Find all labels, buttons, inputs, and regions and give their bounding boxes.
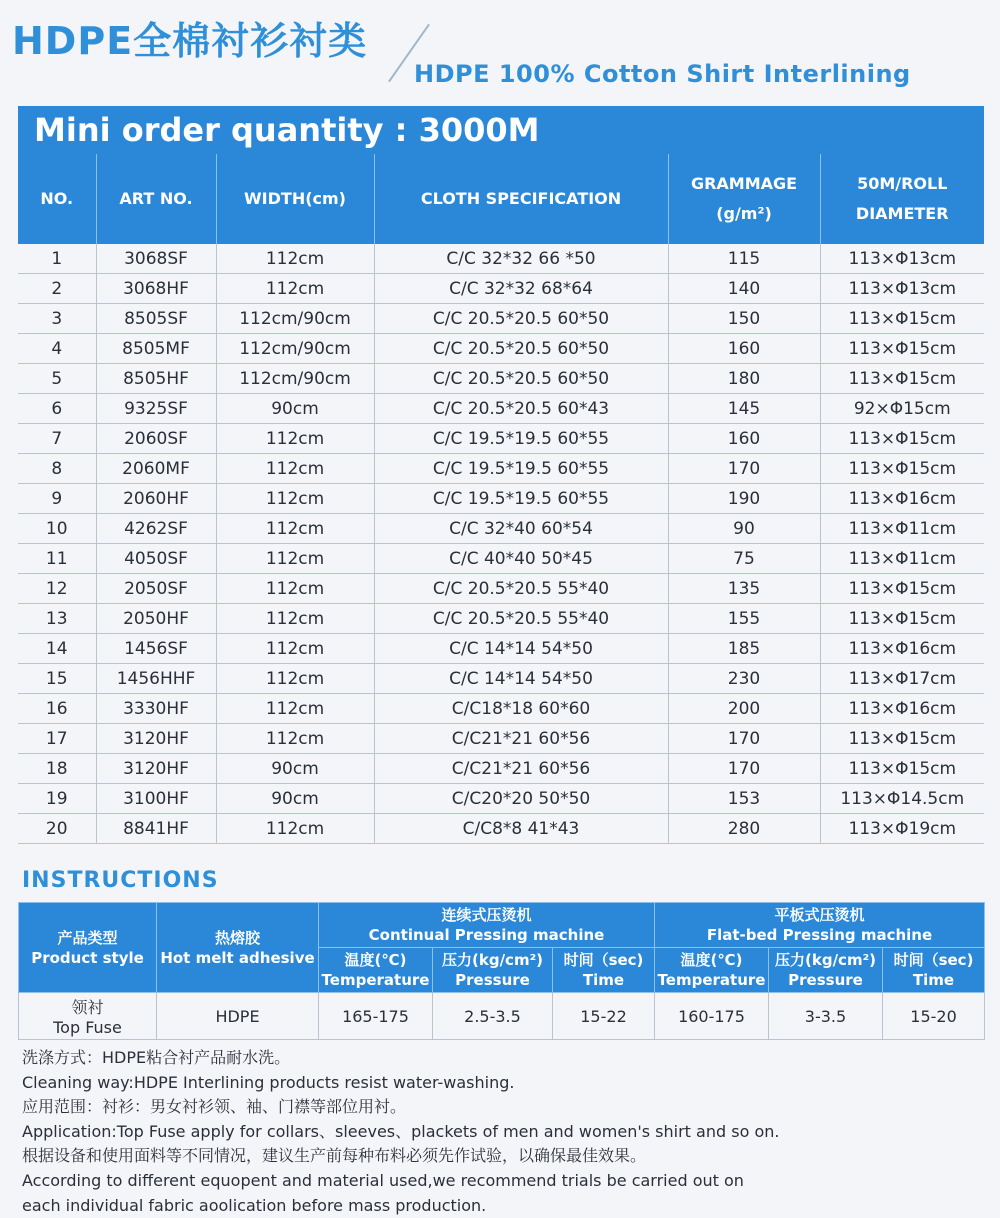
table-row <box>18 514 984 544</box>
page-title-english: HDPE 100% Cotton Shirt Interlining <box>414 60 911 88</box>
table-row <box>18 334 984 364</box>
roll-diameter-cell: 113×Φ11cm <box>820 514 984 544</box>
art-no-cell: 3120HF <box>96 754 216 784</box>
roll-diameter-cell: 113×Φ15cm <box>820 424 984 454</box>
table-row <box>18 364 984 394</box>
art-no-cell: 8505MF <box>96 334 216 364</box>
width-cell: 112cm <box>216 244 374 274</box>
art-no-cell: 1456SF <box>96 634 216 664</box>
grammage-cell: 75 <box>668 544 820 574</box>
table-row <box>18 604 984 634</box>
row-no-cell: 8 <box>18 454 96 484</box>
row-no-cell: 10 <box>18 514 96 544</box>
f-pressure-header <box>769 948 883 993</box>
row-no-cell: 5 <box>18 364 96 394</box>
art-no-cell: 3100HF <box>96 784 216 814</box>
cloth-spec-cell: C/C 20.5*20.5 60*50 <box>374 304 668 334</box>
flatbed-cn: 平板式压烫机 <box>774 906 865 924</box>
adhesive-cn: 热熔胶 <box>214 928 260 947</box>
width-cell: 112cm <box>216 814 374 844</box>
pressure-en: Pressure <box>788 971 863 989</box>
product-style-cn: 产品类型 <box>57 928 118 947</box>
note-line: 根据设备和使用面料等不同情况，建议生产前每种布料必须先作试验，以确保最佳效果。 <box>22 1146 647 1166</box>
row-no-cell: 7 <box>18 424 96 454</box>
note-line: 洗涤方式：HDPE粘合衬产品耐水洗。 <box>22 1048 291 1067</box>
table-row <box>18 454 984 484</box>
table-row <box>18 394 984 424</box>
grammage-cell: 170 <box>668 754 820 784</box>
cloth-spec-cell: C/C 14*14 54*50 <box>374 634 668 664</box>
art-no-cell: 2060SF <box>96 424 216 454</box>
grammage-cell: 135 <box>668 574 820 604</box>
f-temp-cell: 160-175 <box>655 993 769 1040</box>
grammage-cell: 160 <box>668 334 820 364</box>
roll-diameter-cell: 113×Φ15cm <box>820 724 984 754</box>
width-cell: 112cm <box>216 604 374 634</box>
col-header-width: WIDTH(cm) <box>216 154 374 244</box>
roll-diameter-cell: 113×Φ15cm <box>820 304 984 334</box>
spec-table-body <box>18 244 984 844</box>
grammage-cell: 160 <box>668 424 820 454</box>
c-time-cell: 15-22 <box>553 993 655 1040</box>
roll-diameter-cell: 113×Φ16cm <box>820 634 984 664</box>
pressure-cn: 压力(kg/cm²) <box>442 951 543 969</box>
f-time-cell: 15-20 <box>883 993 985 1040</box>
cloth-spec-cell: C/C 19.5*19.5 60*55 <box>374 424 668 454</box>
row-no-cell: 12 <box>18 574 96 604</box>
table-row <box>18 574 984 604</box>
row-no-cell: 16 <box>18 694 96 724</box>
art-no-cell: 3068SF <box>96 244 216 274</box>
width-cell: 90cm <box>216 754 374 784</box>
cloth-spec-cell: C/C 32*32 68*64 <box>374 274 668 304</box>
grammage-cell: 170 <box>668 454 820 484</box>
product-style-en: Product style <box>31 948 144 967</box>
instr-data-row <box>19 993 985 1040</box>
roll-diameter-cell: 113×Φ15cm <box>820 334 984 364</box>
grammage-cell: 90 <box>668 514 820 544</box>
width-cell: 112cm <box>216 274 374 304</box>
table-row <box>18 694 984 724</box>
width-cell: 90cm <box>216 784 374 814</box>
time-cn: 时间（sec) <box>893 951 974 969</box>
row-no-cell: 11 <box>18 544 96 574</box>
product-style-cell <box>19 993 157 1040</box>
roll-diameter-cell: 113×Φ15cm <box>820 574 984 604</box>
cloth-spec-cell: C/C 20.5*20.5 55*40 <box>374 604 668 634</box>
art-no-cell: 9325SF <box>96 394 216 424</box>
page-title-chinese: HDPE全棉衬衫衬类 <box>12 19 368 63</box>
roll-diameter-cell: 113×Φ16cm <box>820 484 984 514</box>
roll-diameter-cell: 92×Φ15cm <box>820 394 984 424</box>
table-row <box>18 244 984 274</box>
roll-diameter-cell: 113×Φ14.5cm <box>820 784 984 814</box>
grammage-cell: 150 <box>668 304 820 334</box>
cloth-spec-cell: C/C 19.5*19.5 60*55 <box>374 454 668 484</box>
row-no-cell: 3 <box>18 304 96 334</box>
width-cell: 112cm <box>216 724 374 754</box>
width-cell: 112cm <box>216 634 374 664</box>
pressure-cn: 压力(kg/cm²) <box>775 951 876 969</box>
art-no-cell: 4050SF <box>96 544 216 574</box>
note-line: Application:Top Fuse apply for collars、sleeves、plackets of men and women's shirt and so on. <box>22 1121 780 1141</box>
art-no-cell: 2060MF <box>96 454 216 484</box>
table-row <box>18 484 984 514</box>
table-row <box>18 634 984 664</box>
mini-order-banner: Mini order quantity : 3000M <box>18 106 984 154</box>
roll-diameter-cell: 113×Φ15cm <box>820 754 984 784</box>
cloth-spec-cell: C/C 19.5*19.5 60*55 <box>374 484 668 514</box>
col-header-no: NO. <box>18 154 96 244</box>
c-temp-cell: 165-175 <box>319 993 433 1040</box>
roll-diameter-cell: 113×Φ11cm <box>820 544 984 574</box>
roll-diameter-cell: 113×Φ13cm <box>820 274 984 304</box>
flatbed-en: Flat-bed Pressing machine <box>706 926 933 944</box>
cloth-spec-cell: C/C 20.5*20.5 60*50 <box>374 364 668 394</box>
grammage-label: GRAMMAGE <box>690 174 798 193</box>
width-cell: 112cm <box>216 424 374 454</box>
grammage-cell: 155 <box>668 604 820 634</box>
table-row <box>18 274 984 304</box>
product-en-value: Top Fuse <box>53 1018 122 1037</box>
table-row <box>18 754 984 784</box>
f-time-header <box>883 948 985 993</box>
product-cn-value: 领衬 <box>71 998 104 1017</box>
time-cn: 时间（sec) <box>563 951 644 969</box>
f-temp-header <box>655 948 769 993</box>
row-no-cell: 9 <box>18 484 96 514</box>
cloth-spec-cell: C/C21*21 60*56 <box>374 724 668 754</box>
width-cell: 112cm/90cm <box>216 364 374 394</box>
row-no-cell: 2 <box>18 274 96 304</box>
c-pressure-header <box>433 948 553 993</box>
roll-diameter-cell: 113×Φ16cm <box>820 694 984 724</box>
width-cell: 112cm <box>216 544 374 574</box>
row-no-cell: 1 <box>18 244 96 274</box>
width-cell: 112cm <box>216 664 374 694</box>
width-cell: 90cm <box>216 394 374 424</box>
table-row <box>18 784 984 814</box>
roll-diameter-cell: 113×Φ17cm <box>820 664 984 694</box>
note-line: According to different equopent and material used,we recommend trials be carried out on <box>22 1170 744 1190</box>
note-line: each individual fabric aoolication before mass production. <box>22 1195 487 1215</box>
cloth-spec-cell: C/C20*20 50*50 <box>374 784 668 814</box>
grammage-unit: (g/m²) <box>716 204 772 223</box>
instructions-title: INSTRUCTIONS <box>22 868 219 893</box>
row-no-cell: 4 <box>18 334 96 364</box>
table-row <box>18 424 984 454</box>
cloth-spec-cell: C/C 20.5*20.5 60*43 <box>374 394 668 424</box>
roll-diameter-cell: 113×Φ13cm <box>820 244 984 274</box>
cloth-spec-cell: C/C 14*14 54*50 <box>374 664 668 694</box>
row-no-cell: 20 <box>18 814 96 844</box>
art-no-cell: 1456HHF <box>96 664 216 694</box>
cloth-spec-cell: C/C8*8 41*43 <box>374 814 668 844</box>
row-no-cell: 13 <box>18 604 96 634</box>
grammage-cell: 170 <box>668 724 820 754</box>
cloth-spec-cell: C/C 20.5*20.5 60*50 <box>374 334 668 364</box>
cloth-spec-cell: C/C 20.5*20.5 55*40 <box>374 574 668 604</box>
art-no-cell: 8841HF <box>96 814 216 844</box>
table-row <box>18 544 984 574</box>
roll-diameter-cell: 113×Φ15cm <box>820 604 984 634</box>
note-line: Cleaning way:HDPE Interlining products resist water-washing. <box>22 1072 515 1092</box>
width-cell: 112cm <box>216 454 374 484</box>
art-no-cell: 2050HF <box>96 604 216 634</box>
note-line: 应用范围：衬衫：男女衬衫领、袖、门襟等部位用衬。 <box>22 1097 407 1117</box>
row-no-cell: 17 <box>18 724 96 754</box>
time-en: Time <box>582 971 625 989</box>
row-no-cell: 19 <box>18 784 96 814</box>
grammage-cell: 180 <box>668 364 820 394</box>
cloth-spec-cell: C/C18*18 60*60 <box>374 694 668 724</box>
adhesive-cell: HDPE <box>157 993 319 1040</box>
art-no-cell: 3120HF <box>96 724 216 754</box>
c-pressure-cell: 2.5-3.5 <box>433 993 553 1040</box>
cloth-spec-cell: C/C 40*40 50*45 <box>374 544 668 574</box>
grammage-cell: 230 <box>668 664 820 694</box>
width-cell: 112cm/90cm <box>216 304 374 334</box>
table-row <box>18 304 984 334</box>
flatbed-machine-header <box>655 903 985 948</box>
width-cell: 112cm <box>216 694 374 724</box>
width-cell: 112cm <box>216 574 374 604</box>
art-no-cell: 2060HF <box>96 484 216 514</box>
continual-en: Continual Pressing machine <box>368 926 605 944</box>
temp-cn: 温度(℃) <box>680 951 743 969</box>
roll-diameter-cell: 113×Φ15cm <box>820 454 984 484</box>
width-cell: 112cm <box>216 514 374 544</box>
grammage-cell: 140 <box>668 274 820 304</box>
table-row <box>18 724 984 754</box>
grammage-cell: 280 <box>668 814 820 844</box>
product-style-header <box>19 903 157 993</box>
art-no-cell: 4262SF <box>96 514 216 544</box>
continual-cn: 连续式压烫机 <box>441 906 532 924</box>
continual-machine-header <box>319 903 655 948</box>
c-time-header <box>553 948 655 993</box>
col-header-roll-diameter <box>820 154 984 244</box>
row-no-cell: 14 <box>18 634 96 664</box>
art-no-cell: 8505HF <box>96 364 216 394</box>
temp-cn: 温度(℃) <box>344 951 407 969</box>
diameter-label: DIAMETER <box>855 204 949 223</box>
width-cell: 112cm <box>216 484 374 514</box>
grammage-cell: 153 <box>668 784 820 814</box>
col-header-art-no: ART NO. <box>96 154 216 244</box>
grammage-cell: 115 <box>668 244 820 274</box>
width-cell: 112cm/90cm <box>216 334 374 364</box>
cloth-spec-cell: C/C 32*32 66 *50 <box>374 244 668 274</box>
spec-table <box>18 154 984 844</box>
table-row <box>18 664 984 694</box>
art-no-cell: 2050SF <box>96 574 216 604</box>
roll-diameter-cell: 113×Φ15cm <box>820 364 984 394</box>
row-no-cell: 18 <box>18 754 96 784</box>
temp-en: Temperature <box>657 971 766 989</box>
adhesive-en: Hot melt adhesive <box>160 948 315 967</box>
notes-block <box>22 1046 982 1218</box>
instructions-table <box>18 902 985 1040</box>
art-no-cell: 3330HF <box>96 694 216 724</box>
f-pressure-cell: 3-3.5 <box>769 993 883 1040</box>
grammage-cell: 145 <box>668 394 820 424</box>
roll-label: 50M/ROLL <box>857 174 948 193</box>
art-no-cell: 3068HF <box>96 274 216 304</box>
row-no-cell: 15 <box>18 664 96 694</box>
adhesive-header <box>157 903 319 993</box>
pressure-en: Pressure <box>455 971 530 989</box>
art-no-cell: 8505SF <box>96 304 216 334</box>
table-row <box>18 814 984 844</box>
grammage-cell: 185 <box>668 634 820 664</box>
col-header-grammage <box>668 154 820 244</box>
cloth-spec-cell: C/C 32*40 60*54 <box>374 514 668 544</box>
time-en: Time <box>912 971 955 989</box>
spec-header-row <box>18 154 984 244</box>
grammage-cell: 190 <box>668 484 820 514</box>
roll-diameter-cell: 113×Φ19cm <box>820 814 984 844</box>
cloth-spec-cell: C/C21*21 60*56 <box>374 754 668 784</box>
c-temp-header <box>319 948 433 993</box>
temp-en: Temperature <box>321 971 430 989</box>
row-no-cell: 6 <box>18 394 96 424</box>
col-header-cloth-spec: CLOTH SPECIFICATION <box>374 154 668 244</box>
grammage-cell: 200 <box>668 694 820 724</box>
instr-header-row-1 <box>19 903 985 948</box>
